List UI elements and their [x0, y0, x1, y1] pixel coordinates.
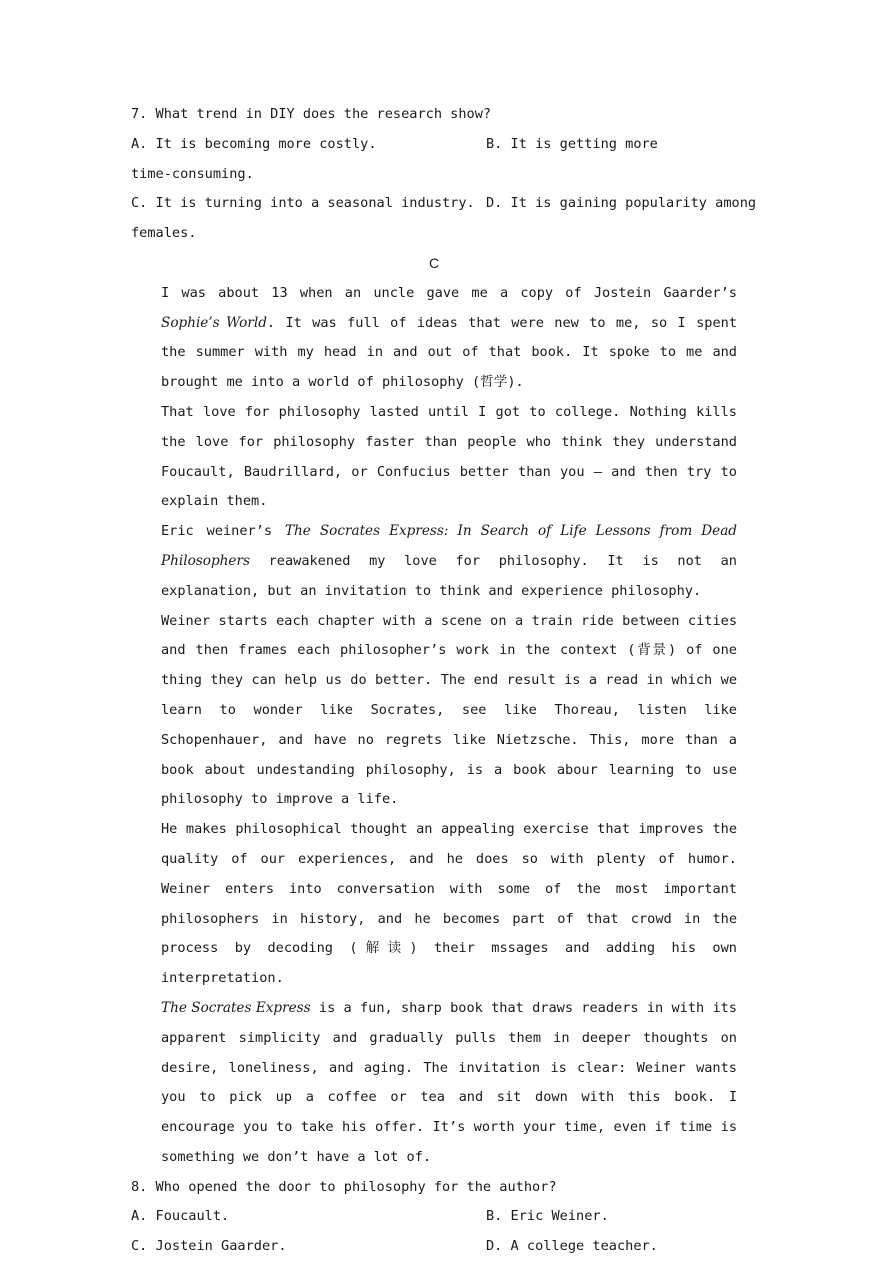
question-7-stem: 7. What trend in DIY does the research show?: [131, 106, 492, 122]
section-title: C: [428, 254, 440, 271]
question-8-options-row-2: [131, 1232, 737, 1262]
question-7-option-b: B. It is getting more: [486, 135, 658, 152]
paragraph-4: Weiner starts each chapter with a scene on a train ride between cities and then frames each philosopher’s work in the context (背景) of one thing they can help us do better. The end result is a read in which we learn to wonder like Socrates, see like Thoreau, listen like Schopenhauer, and have no regrets like Nietzsche. This, more than a book about undestanding philosophy, is a book abour learning to use philosophy to improve a life.: [161, 612, 737, 808]
question-7-option-d-continued: females.: [131, 225, 197, 242]
question-7-option-a: A. It is becoming more costly.: [131, 135, 377, 152]
paragraph-3: [131, 517, 737, 606]
question-7-options-row-2: [131, 189, 757, 219]
question-8-stem: 8. Who opened the door to philosophy for the author?: [131, 1178, 557, 1195]
question-7-option-b-continued: time-consuming.: [131, 165, 254, 182]
book-title-socrates-express: The Socrates Express: [161, 999, 311, 1016]
paragraph-2: That love for philosophy lasted until I got to college. Nothing kills the love for philosophy faster than people who think they understand Foucault, Baudrillard, or Confucius better than you — and then try to explain them.: [161, 403, 737, 510]
paragraph-3-text-start: Eric weiner’s: [161, 523, 285, 540]
paragraph-1-text-start: I was about 13 when an uncle gave me a copy of Jostein Gaarder’s: [161, 284, 737, 301]
paragraph-5: He makes philosophical thought an appealing exercise that improves the quality of our experiences, and he does so with plenty of humor. Weiner enters into conversation with some of the most important philosophers in history, and he becomes part of that crowd in the process by decoding (解读) their mssages and adding his own interpretation.: [161, 821, 737, 987]
paragraph-3-text-end: reawakened my love for philosophy. It is not an explanation, but an invitation to think and experience philosophy.: [161, 552, 737, 599]
book-title-sophies-world: Sophie’s World: [161, 314, 267, 331]
book-title-socrates-express-full: The Socrates Express: In Search of Life Lessons from Dead Philosophers: [161, 523, 738, 569]
question-7-option-d: D. It is gaining popularity among: [486, 195, 757, 212]
document-content: [131, 100, 757, 1262]
paragraph-6: [131, 994, 737, 1173]
paragraph-1: [131, 279, 737, 398]
paragraph-6-text: is a fun, sharp book that draws readers in with its apparent simplicity and gradually pulls them in deeper thoughts on desire, loneliness, and aging. The invitation is clear: Weiner wants you to pick up a coffee or tea and sit down with this book. I encourage you to take his offer. It’s worth your time, even if time is something we don’t have a lot of.: [161, 999, 737, 1165]
paragraph-1-text-end: . It was full of ideas that were new to me, so I spent the summer with my head in and out of that book. It spoke to me and brought me into a world of philosophy (哲学).: [161, 314, 737, 391]
question-7-options-row-1: [131, 130, 737, 160]
question-7-option-c: C. It is turning into a seasonal industry.: [131, 195, 475, 212]
question-8-option-d: D. A college teacher.: [486, 1238, 658, 1255]
question-8-option-a: A. Foucault.: [131, 1208, 230, 1225]
question-8-option-b: B. Eric Weiner.: [486, 1208, 609, 1225]
question-8-option-c: C. Jostein Gaarder.: [131, 1238, 287, 1255]
